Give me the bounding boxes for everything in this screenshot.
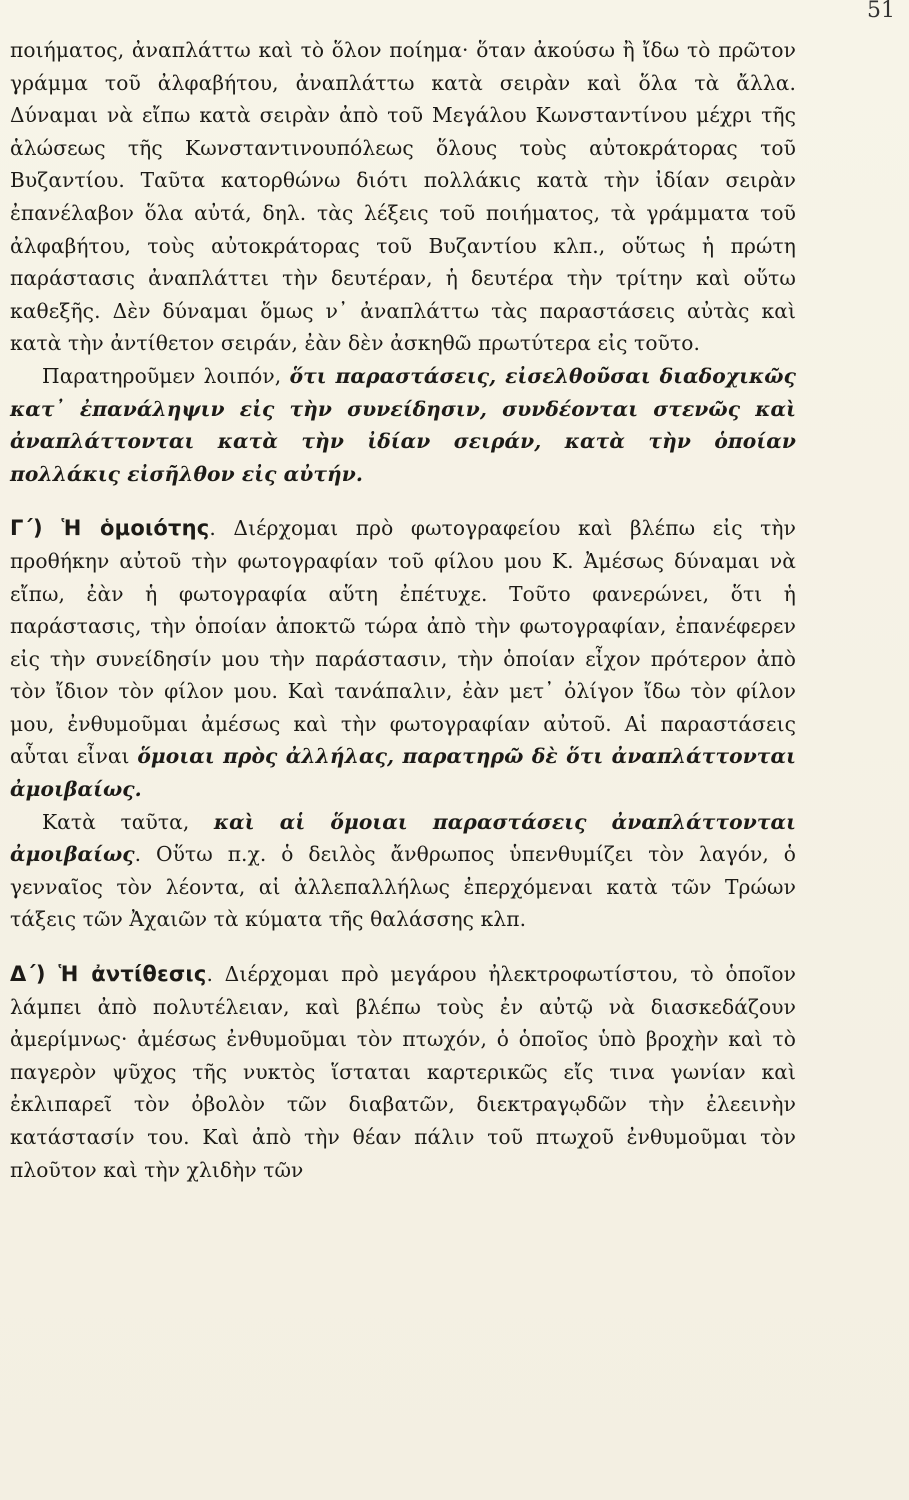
section-heading-gamma: Γ΄) Ἡ ὁμοιότης [10,516,210,541]
paragraph-5 [10,958,796,1186]
page-number: 51 [867,0,895,23]
paragraph-3-emphasis: ὅμοιαι πρὸς ἀλλήλας, παρατηρῶ δὲ ὅτι ἀναπλάττονται ἀμοιβαίως. [10,744,796,802]
paragraph-3 [10,512,796,805]
section-heading-delta: Δ΄) Ἡ ἀντίθεσις [10,962,207,987]
paragraph-2 [10,360,796,490]
paragraph-4-emphasis: καὶ αἱ ὅμοιαι παραστάσεις ἀναπλάττονται ἀμοιβαίως [10,809,797,867]
paragraph-3-text: . Διέρχομαι πρὸ φωτογραφείου καὶ βλέπω εἰς τὴν προθήκην αὐτοῦ τὴν φωτογραφίαν τοῦ φίλου μου Κ. Ἀμέσως δύναμαι νὰ εἴπω, ἐὰν ἡ φωτογραφία αὕτη ἐπέτυχε. Τοῦτο φανερώνει, ὅτι ἡ παράστασις, τὴν ὁποίαν ἀποκτῶ τώρα ἀπὸ τὴν φωτογραφίαν, ἐπανέφερεν εἰς τὴν συνείδησίν μου τὴν παράστασιν, τὴν ὁποίαν εἶχον πρότερον ἀπὸ τὸν ἴδιον τὸν φίλον μου. Καὶ τανάπαλιν, ἐὰν μετ᾽ ὀλίγον ἴδω τὸν φίλον μου, ἐνθυμοῦμαι ἀμέσως καὶ τὴν φωτογραφίαν αὐτοῦ. Αἱ παραστάσεις αὗται εἶναι [10,516,796,769]
paragraph-4-text: . Οὕτω π.χ. ὁ δειλὸς ἄνθρωπος ὑπενθυμίζει τὸν λαγόν, ὁ γενναῖος τὸν λέοντα, αἱ ἀλλεπαλλήλως ἐπερχόμεναι κατὰ τῶν Τρώων τάξεις τῶν Ἀχαιῶν τὰ κύματα τῆς θαλάσσης κλπ. [10,842,796,932]
paragraph-4-lead: Κατὰ ταῦτα, [42,809,214,834]
paragraph-5-text: . Διέρχομαι πρὸ μεγάρου ἠλεκτροφωτίστου, τὸ ὁποῖον λάμπει ἀπὸ πολυτέλειαν, καὶ βλέπω τοὺς ἐν αὐτῷ νὰ διασκεδάζουν ἀμερίμνως· ἀμέσως ἐνθυμοῦμαι τὸν πτωχόν, ὁ ὁποῖος ὑπὸ βροχὴν καὶ τὸ παγερὸν ψῦχος τῆς νυκτὸς ἵσταται καρτερικῶς εἴς τινα γωνίαν καὶ ἐκλιπαρεῖ τὸν ὀβολὸν τῶν διαβατῶν, διεκτραγῳδῶν τὴν ἐλεεινὴν κατάστασίν του. Καὶ ἀπὸ τὴν θέαν πάλιν τοῦ πτωχοῦ ἐνθυμοῦμαι τὸν πλοῦτον καὶ τὴν χλιδὴν τῶν [10,962,796,1182]
paragraph-1-text: ποιήματος, ἀναπλάττω καὶ τὸ ὅλον ποίημα· ὅταν ἀκούσω ἢ ἴδω τὸ πρῶτον γράμμα τοῦ ἀλφαβήτου, ἀναπλάττω κατὰ σειρὰν καὶ ὅλα τὰ ἄλλα. Δύναμαι νὰ εἴπω κατὰ σειρὰν ἀπὸ τοῦ Μεγάλου Κωνσταντίνου μέχρι τῆς ἁλώσεως τῆς Κωνσταντινουπόλεως ὅλους τοὺς αὐτοκράτορας τοῦ Βυζαντίου. Ταῦτα κατορθώνω διότι πολλάκις κατὰ τὴν ἰδίαν σειρὰν ἐπανέλαβον ὅλα αὐτά, δηλ. τὰς λέξεις τοῦ ποιήματος, τὰ γράμματα τοῦ ἀλφαβήτου, τοὺς αὐτοκράτορας τοῦ Βυζαντίου κλπ., οὕτως ἡ πρώτη παράστασις ἀναπλάττει τὴν δευτέραν, ἡ δευτέρα τὴν τρίτην καὶ οὕτω καθεξῆς. Δὲν δύναμαι ὅμως ν᾽ ἀναπλάττω τὰς παραστάσεις αὐτὰς καὶ κατὰ τὴν ἀντίθετον σειράν, ἐὰν δὲν ἀσκηθῶ πρωτύτερα εἰς τοῦτο. [10,38,796,356]
paragraph-1 [10,34,796,360]
paragraph-2-lead: Παρατηροῦμεν λοιπόν, [42,363,290,388]
page-text [10,34,796,1186]
paragraph-4 [10,806,796,936]
paragraph-2-emphasis: ὅτι παραστάσεις, εἰσελθοῦσαι διαδοχικῶς κατ᾽ ἐπανάληψιν εἰς τὴν συνείδησιν, συνδέονται στενῶς καὶ ἀναπλάττονται κατὰ τὴν ἰδίαν σειράν, κατὰ τὴν ὁποίαν πολλάκις εἰσῆλθον εἰς αὐτήν. [10,363,796,486]
